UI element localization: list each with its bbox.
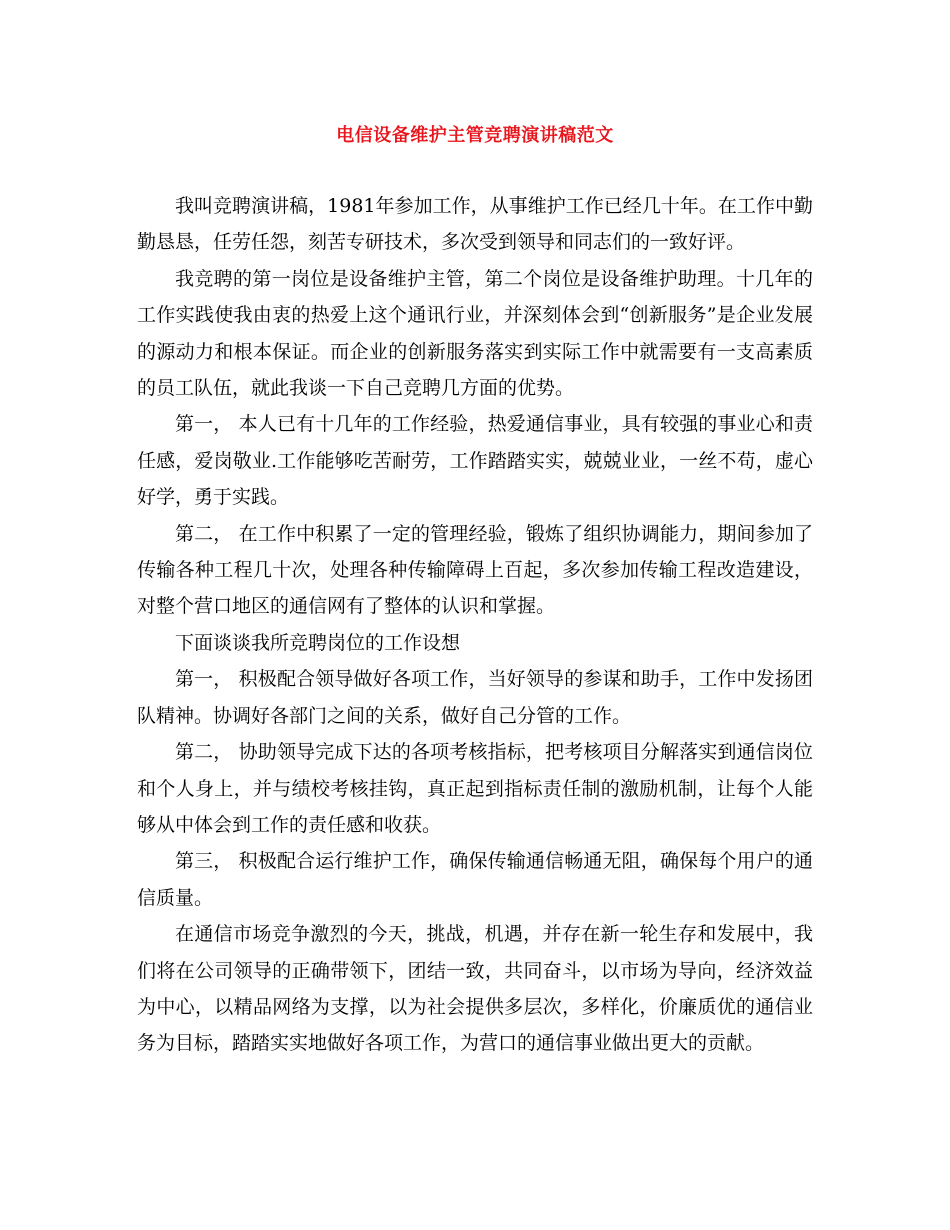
paragraph-plan-1: 第一， 积极配合领导做好各项工作，当好领导的参谋和助手，工作中发扬团队精神。协调好各部门之间的关系，做好自己分管的工作。 [137,668,813,727]
paragraph-intro: 我叫竞聘演讲稿，1981年参加工作，从事维护工作已经几十年。在工作中勤勤恳恳，任劳任怨，刻苦专研技术，多次受到领导和同志们的一致好评。 [137,195,813,254]
paragraph-plan-heading: 下面谈谈我所竞聘岗位的工作设想 [175,631,461,654]
paragraph-advantage-2: 第二， 在工作中积累了一定的管理经验，锻炼了组织协调能力，期间参加了传输各种工程几十次，处理各种传输障碍上百起，多次参加传输工程改造建设，对整个营口地区的通信网有了整体的认识和掌握。 [137,522,813,618]
paragraph-plan-3: 第三， 积极配合运行维护工作，确保传输通信畅通无阻，确保每个用户的通信质量。 [137,850,813,909]
document-title: 电信设备维护主管竞聘演讲稿范文 [336,125,614,146]
paragraph-conclusion: 在通信市场竞争激烈的今天，挑战，机遇，并存在新一轮生存和发展中，我们将在公司领导的正确带领下，团结一致，共同奋斗，以市场为导向，经济效益为中心，以精品网络为支撑，以为社会提供多层次，多样化，价廉质优的通信业务为目标，踏踏实实地做好各项工作，为营口的通信事业做出更大的贡献。 [137,923,813,1055]
document-body [137,188,813,1062]
paragraph-positions: 我竞聘的第一岗位是设备维护主管，第二个岗位是设备维护助理。十几年的工作实践使我由衷的热爱上这个通讯行业，并深刻体会到“创新服务”是企业发展的源动力和根本保证。而企业的创新服务落实到实际工作中就需要有一支高素质的员工队伍，就此我谈一下自己竞聘几方面的优势。 [137,267,813,400]
paragraph-plan-2: 第二， 协助领导完成下达的各项考核指标，把考核项目分解落实到通信岗位和个人身上，并与绩校考核挂钩，真正起到指标责任制的激励机制，让每个人能够从中体会到工作的责任感和收获。 [137,741,813,836]
paragraph-advantage-1: 第一， 本人已有十几年的工作经验，热爱通信事业，具有较强的事业心和责任感，爱岗敬业.工作能够吃苦耐劳，工作踏踏实实，兢兢业业，一丝不苟，虚心好学，勇于实践。 [137,413,813,509]
